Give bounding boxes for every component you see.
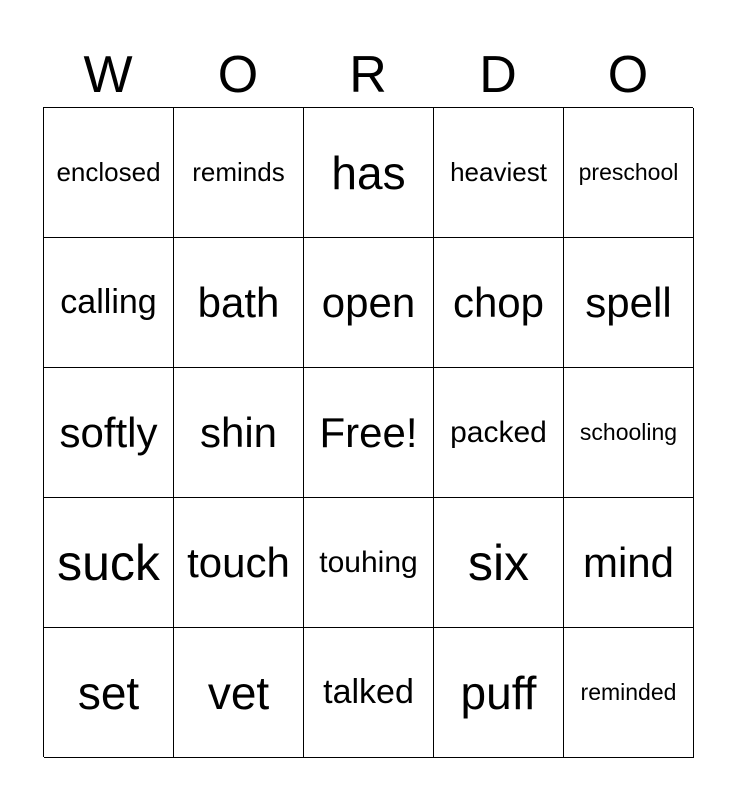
bingo-cell[interactable]: shin [174,368,304,498]
bingo-cell[interactable]: suck [44,498,174,628]
bingo-cell[interactable]: puff [434,628,564,758]
bingo-cell[interactable]: reminds [174,108,304,238]
header-letter-o-2: O [607,46,649,104]
bingo-header [43,44,693,106]
bingo-cell[interactable]: softly [44,368,174,498]
bingo-cell[interactable]: schooling [564,368,694,498]
bingo-cell[interactable]: reminded [564,628,694,758]
bingo-cell[interactable]: has [304,108,434,238]
bingo-cell[interactable]: touhing [304,498,434,628]
header-letter-d: D [479,46,517,104]
bingo-cell[interactable]: heaviest [434,108,564,238]
bingo-cell[interactable]: spell [564,238,694,368]
bingo-cell[interactable]: bath [174,238,304,368]
bingo-board [43,107,693,757]
free-space-cell[interactable]: Free! [304,368,434,498]
header-letter-o: O [217,46,259,104]
bingo-cell[interactable]: six [434,498,564,628]
bingo-cell[interactable]: preschool [564,108,694,238]
bingo-cell[interactable]: calling [44,238,174,368]
bingo-cell[interactable]: talked [304,628,434,758]
bingo-cell[interactable]: chop [434,238,564,368]
bingo-cell[interactable]: packed [434,368,564,498]
header-letter-w: W [83,46,133,104]
bingo-cell[interactable]: enclosed [44,108,174,238]
bingo-cell[interactable]: vet [174,628,304,758]
header-letter-r: R [349,46,387,104]
bingo-cell[interactable]: mind [564,498,694,628]
bingo-cell[interactable]: touch [174,498,304,628]
bingo-cell[interactable]: set [44,628,174,758]
bingo-cell[interactable]: open [304,238,434,368]
